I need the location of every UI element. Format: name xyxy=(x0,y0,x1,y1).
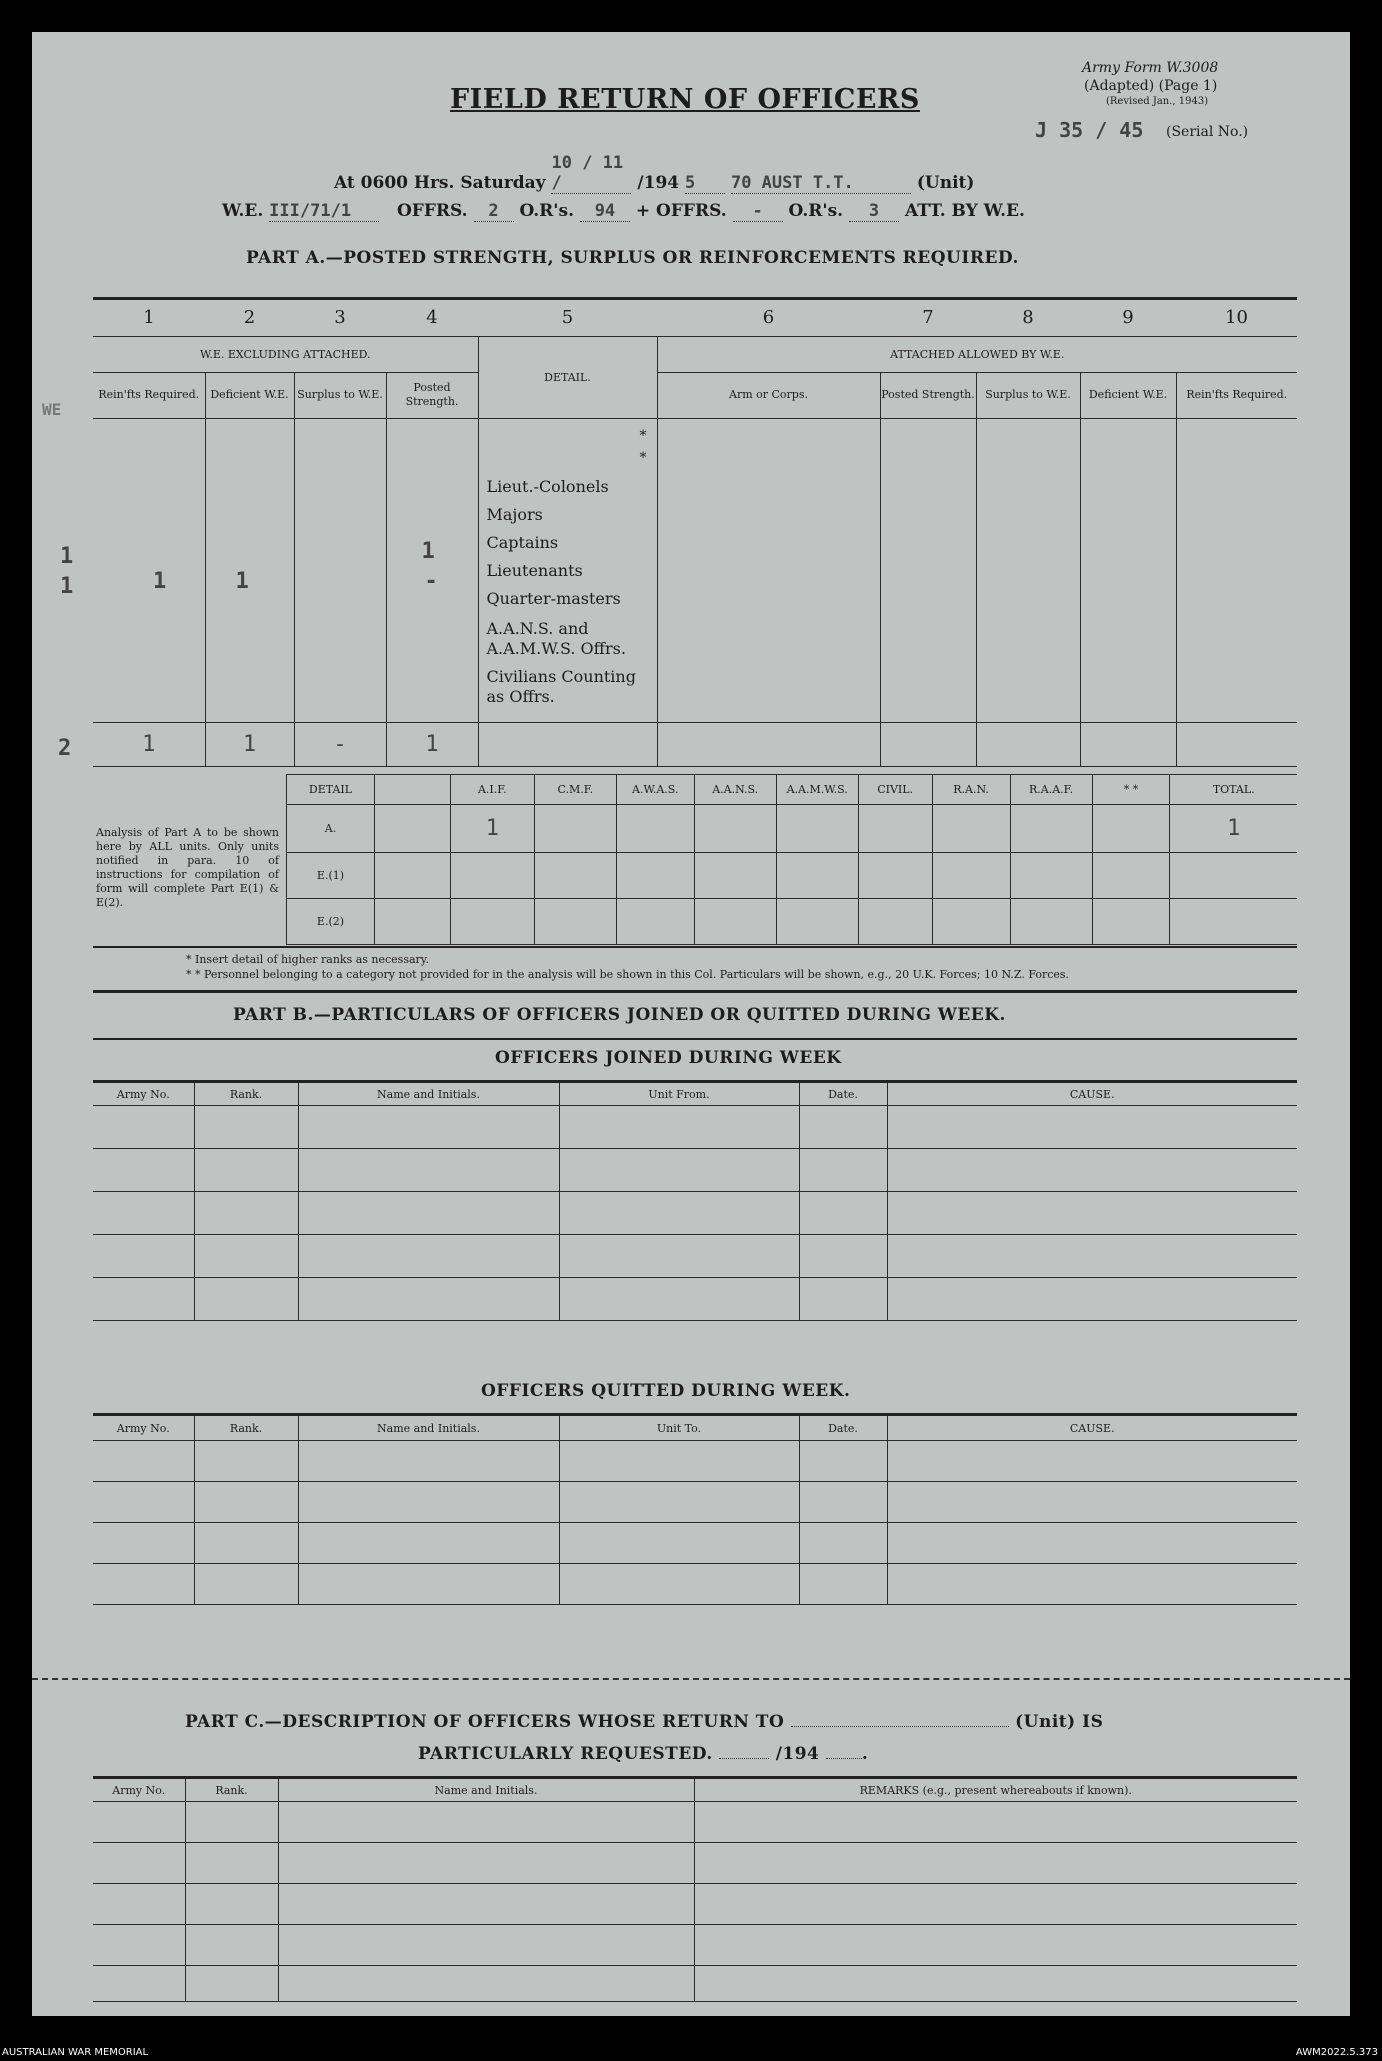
total-deficient: 1 xyxy=(205,722,294,766)
part-b-top-rule xyxy=(93,990,1297,993)
we-excluding-header: W.E. EXCLUDING ATTACHED. xyxy=(93,336,478,372)
analysis-cell xyxy=(616,853,694,899)
reinfts-cell xyxy=(93,418,205,722)
analysis-cell xyxy=(694,853,776,899)
unit-blank xyxy=(791,1726,1009,1727)
we-line xyxy=(222,201,1025,222)
margin-value: 2 xyxy=(58,736,72,761)
analysis-head: R.A.N. xyxy=(932,775,1010,805)
footnote-2: * * Personnel belonging to a category not provided for in the analysis will be shown in this Col. Particulars will be shown, e.g., 20 U.K. Forces; 10 N.Z. Forces. xyxy=(186,968,1070,981)
we-handwritten: III/71/1 xyxy=(269,201,379,222)
col-head: Rein'fts Required. xyxy=(93,372,205,418)
part-c-title-line2: PARTICULARLY REQUESTED. /194 . xyxy=(418,1744,869,1764)
joined-col-army-no: Army No. xyxy=(93,1082,194,1106)
footer-bar xyxy=(0,2045,1382,2061)
rank-lt-colonels: Lieut.-Colonels xyxy=(486,476,609,496)
total-detail xyxy=(478,722,657,766)
total-att-posted xyxy=(880,722,976,766)
quitted-col-date: Date. xyxy=(799,1415,887,1441)
analysis-cell xyxy=(616,805,694,853)
table-row xyxy=(93,1192,1297,1235)
table-row xyxy=(93,1106,1297,1149)
part-b-rule xyxy=(93,1038,1297,1040)
analysis-head xyxy=(374,775,450,805)
analysis-bottom-rule xyxy=(93,946,1297,948)
footnote-1: * Insert detail of higher ranks as necessary. xyxy=(186,953,430,966)
att-deficient-cell xyxy=(1080,418,1176,722)
rank-captains: Captains xyxy=(486,532,559,552)
analysis-cell xyxy=(450,899,534,945)
analysis-cell xyxy=(858,805,932,853)
plus-sign: + xyxy=(635,201,651,221)
total-a-value: 1 xyxy=(1170,805,1297,853)
table-row xyxy=(93,1884,1297,1925)
analysis-cell xyxy=(1010,899,1092,945)
footer-left: AUSTRALIAN WAR MEMORIAL xyxy=(2,2047,149,2058)
att-offrs-label: OFFRS. xyxy=(656,201,727,221)
part-a-title: PART A.—POSTED STRENGTH, SURPLUS OR REINFORCEMENTS REQUIRED. xyxy=(246,248,1019,268)
part-c-unit-label: (Unit) IS xyxy=(1015,1712,1104,1732)
time-line xyxy=(334,153,974,194)
joined-col-unit: Unit From. xyxy=(559,1082,799,1106)
arm-corps-cell xyxy=(657,418,880,722)
table-row xyxy=(93,1149,1297,1192)
analysis-head: R.A.A.F. xyxy=(1010,775,1092,805)
quitted-title: OFFICERS QUITTED DURING WEEK. xyxy=(481,1381,851,1401)
table-row xyxy=(93,1843,1297,1884)
time-prefix: At 0600 Hrs. Saturday xyxy=(334,173,546,193)
att-surplus-cell xyxy=(976,418,1080,722)
analysis-head: C.M.F. xyxy=(534,775,616,805)
unit-label: (Unit) xyxy=(916,173,975,193)
total-att-reinfts xyxy=(1176,722,1297,766)
part-c-col-army-no: Army No. xyxy=(93,1778,185,1802)
col-head: Deficient W.E. xyxy=(205,372,294,418)
analysis-head: A.I.F. xyxy=(450,775,534,805)
asterisk-rows xyxy=(640,425,647,469)
serial-label: (Serial No.) xyxy=(1166,124,1249,140)
surplus-cell xyxy=(294,418,386,722)
part-c-col-remarks: REMARKS (e.g., present whereabouts if known). xyxy=(694,1778,1297,1802)
table-row xyxy=(93,1802,1297,1843)
joined-col-cause: CAUSE. xyxy=(887,1082,1297,1106)
analysis-cell xyxy=(932,805,1010,853)
total-att-deficient xyxy=(1080,722,1176,766)
analysis-cell xyxy=(932,853,1010,899)
asterisk: * xyxy=(639,427,647,444)
deficient-cell xyxy=(205,418,294,722)
analysis-cell xyxy=(616,899,694,945)
att-posted-cell xyxy=(880,418,976,722)
analysis-cell xyxy=(534,805,616,853)
aif-a-value: 1 xyxy=(450,805,534,853)
part-c-table xyxy=(93,1776,1297,2002)
analysis-head: A.A.N.S. xyxy=(694,775,776,805)
analysis-note: Analysis of Part A to be shown here by ALL units. Only units notified in para. 10 of instructions for compilation of form will complete Part E(1) & E(2). xyxy=(96,826,279,909)
total-reinfts: 1 xyxy=(93,722,205,766)
table-row xyxy=(93,1564,1297,1605)
attached-header: ATTACHED ALLOWED BY W.E. xyxy=(657,336,1297,372)
joined-col-rank: Rank. xyxy=(194,1082,298,1106)
rank-majors: Majors xyxy=(486,504,543,524)
col-number: 9 xyxy=(1080,300,1176,336)
analysis-row-e2 xyxy=(287,899,1298,945)
part-c-col-name: Name and Initials. xyxy=(278,1778,694,1802)
analysis-head: CIVIL. xyxy=(858,775,932,805)
col-head: Arm or Corps. xyxy=(657,372,880,418)
joined-title: OFFICERS JOINED DURING WEEK xyxy=(495,1048,842,1068)
group-header-row xyxy=(93,336,1297,372)
offrs-label: OFFRS. xyxy=(396,201,468,221)
col-number: 3 xyxy=(294,300,386,336)
analysis-cell xyxy=(534,899,616,945)
analysis-cell xyxy=(858,853,932,899)
detail-header: DETAIL. xyxy=(478,336,657,418)
posted-cell xyxy=(386,418,478,722)
army-form-label: Army Form W.3008 xyxy=(1082,60,1219,76)
att-ors-handwritten: 3 xyxy=(849,201,899,222)
col-number: 8 xyxy=(976,300,1080,336)
analysis-cell xyxy=(776,899,858,945)
col-head: Posted Strength. xyxy=(880,372,976,418)
analysis-row-label: A. xyxy=(287,805,375,853)
quitted-col-cause: CAUSE. xyxy=(887,1415,1297,1441)
quitted-col-name: Name and Initials. xyxy=(298,1415,559,1441)
col-head: Surplus to W.E. xyxy=(976,372,1080,418)
quitted-header-row xyxy=(93,1415,1297,1441)
analysis-row-label: E.(1) xyxy=(287,853,375,899)
reinfts-value: 1 xyxy=(153,568,167,594)
att-label: ATT. BY W.E. xyxy=(904,201,1025,221)
col-head: Posted Strength. xyxy=(386,372,478,418)
analysis-row-a xyxy=(287,805,1298,853)
page-title: FIELD RETURN OF OFFICERS xyxy=(450,84,920,115)
serial-handwritten: J 35 / 45 xyxy=(1035,118,1144,142)
date-handwritten: 10 / 11 / xyxy=(551,153,631,194)
col-head: Surplus to W.E. xyxy=(294,372,386,418)
part-c-title-line1 xyxy=(185,1712,1103,1732)
table-row xyxy=(93,1482,1297,1523)
quitted-col-unit: Unit To. xyxy=(559,1415,799,1441)
detail-body-row xyxy=(93,418,1297,722)
att-offrs-handwritten: - xyxy=(733,201,783,222)
analysis-head: A.A.M.W.S. xyxy=(776,775,858,805)
col-number: 1 xyxy=(93,300,205,336)
col-number: 6 xyxy=(657,300,880,336)
date-blank xyxy=(719,1758,769,1759)
joined-col-name: Name and Initials. xyxy=(298,1082,559,1106)
footer-right: AWM2022.5.373 xyxy=(1295,2047,1378,2058)
total-att-surplus xyxy=(976,722,1080,766)
analysis-cell xyxy=(1092,853,1170,899)
part-c-header-row xyxy=(93,1778,1297,1802)
total-arm xyxy=(657,722,880,766)
joined-table xyxy=(93,1080,1297,1321)
analysis-cell xyxy=(534,853,616,899)
analysis-cell xyxy=(1170,899,1297,945)
part-c-col-rank: Rank. xyxy=(185,1778,278,1802)
analysis-head: DETAIL xyxy=(287,775,375,805)
col-head: Deficient W.E. xyxy=(1080,372,1176,418)
part-c-requested: PARTICULARLY REQUESTED. xyxy=(418,1744,713,1764)
year-handwritten: 5 xyxy=(685,173,725,194)
analysis-cell xyxy=(858,899,932,945)
quitted-col-rank: Rank. xyxy=(194,1415,298,1441)
joined-header-row xyxy=(93,1082,1297,1106)
analysis-cell xyxy=(1010,853,1092,899)
part-b-title: PART B.—PARTICULARS OF OFFICERS JOINED OR QUITTED DURING WEEK. xyxy=(233,1005,1006,1025)
table-row xyxy=(93,1523,1297,1564)
rank-list xyxy=(487,473,655,707)
ors-label: O.R's. xyxy=(519,201,575,221)
joined-col-date: Date. xyxy=(799,1082,887,1106)
att-reinfts-cell xyxy=(1176,418,1297,722)
col-number: 10 xyxy=(1176,300,1297,336)
rank-lieutenants: Lieutenants xyxy=(486,560,583,580)
analysis-head: TOTAL. xyxy=(1170,775,1297,805)
ors-handwritten: 94 xyxy=(580,201,630,222)
analysis-row-e1 xyxy=(287,853,1298,899)
part-c-year: /194 xyxy=(775,1744,820,1764)
col-head: Rein'fts Required. xyxy=(1176,372,1297,418)
table-row xyxy=(93,1441,1297,1482)
table-row xyxy=(93,1925,1297,1966)
analysis-header-row xyxy=(287,775,1298,805)
column-number-row xyxy=(93,300,1297,336)
unit-handwritten: 70 AUST T.T. xyxy=(731,173,911,194)
we-label: W.E. xyxy=(222,201,264,221)
analysis-cell xyxy=(450,853,534,899)
analysis-cell xyxy=(694,899,776,945)
rank-civilians: Civilians Counting as Offrs. xyxy=(486,666,636,706)
analysis-cell xyxy=(374,805,450,853)
year-blank xyxy=(826,1758,862,1759)
total-surplus: - xyxy=(294,722,386,766)
offrs-handwritten: 2 xyxy=(474,201,514,222)
margin-value: 1 xyxy=(60,544,74,569)
posted-dash: - xyxy=(424,568,438,594)
analysis-row-label: E.(2) xyxy=(287,899,375,945)
rank-aans: A.A.N.S. and A.A.M.W.S. Offrs. xyxy=(486,618,626,658)
rank-quartermasters: Quarter-masters xyxy=(486,588,621,608)
analysis-cell xyxy=(1092,805,1170,853)
analysis-head: * * xyxy=(1092,775,1170,805)
col-number: 5 xyxy=(478,300,657,336)
revised-label: (Revised Jan., 1943) xyxy=(1106,96,1209,107)
table-row xyxy=(93,1966,1297,2002)
deficient-value: 1 xyxy=(235,568,249,594)
margin-we: WE xyxy=(42,400,62,419)
part-a-table xyxy=(93,300,1297,767)
analysis-cell xyxy=(776,853,858,899)
analysis-cell xyxy=(1010,805,1092,853)
col-number: 2 xyxy=(205,300,294,336)
analysis-cell xyxy=(694,805,776,853)
analysis-cell xyxy=(374,853,450,899)
asterisk: * xyxy=(639,449,647,466)
quitted-table xyxy=(93,1413,1297,1605)
adapted-label: (Adapted) (Page 1) xyxy=(1084,78,1218,94)
col-number: 4 xyxy=(386,300,478,336)
quitted-col-army-no: Army No. xyxy=(93,1415,194,1441)
col-number: 7 xyxy=(880,300,976,336)
perforation-line xyxy=(32,1678,1350,1680)
totals-row xyxy=(93,722,1297,766)
year-label: /194 xyxy=(637,173,680,193)
analysis-cell xyxy=(1092,899,1170,945)
table-row xyxy=(93,1278,1297,1321)
analysis-cell xyxy=(1170,853,1297,899)
detail-list xyxy=(478,418,657,722)
total-posted: 1 xyxy=(386,722,478,766)
part-c-title: PART C.—DESCRIPTION OF OFFICERS WHOSE RETURN TO xyxy=(185,1712,785,1732)
analysis-cell xyxy=(932,899,1010,945)
margin-value: 1 xyxy=(60,574,74,599)
att-ors-label: O.R's. xyxy=(788,201,844,221)
column-header-row xyxy=(93,372,1297,418)
analysis-head: A.W.A.S. xyxy=(616,775,694,805)
analysis-table xyxy=(286,774,1297,945)
table-row xyxy=(93,1235,1297,1278)
analysis-cell xyxy=(776,805,858,853)
posted-value: 1 xyxy=(421,538,435,564)
analysis-cell xyxy=(374,899,450,945)
